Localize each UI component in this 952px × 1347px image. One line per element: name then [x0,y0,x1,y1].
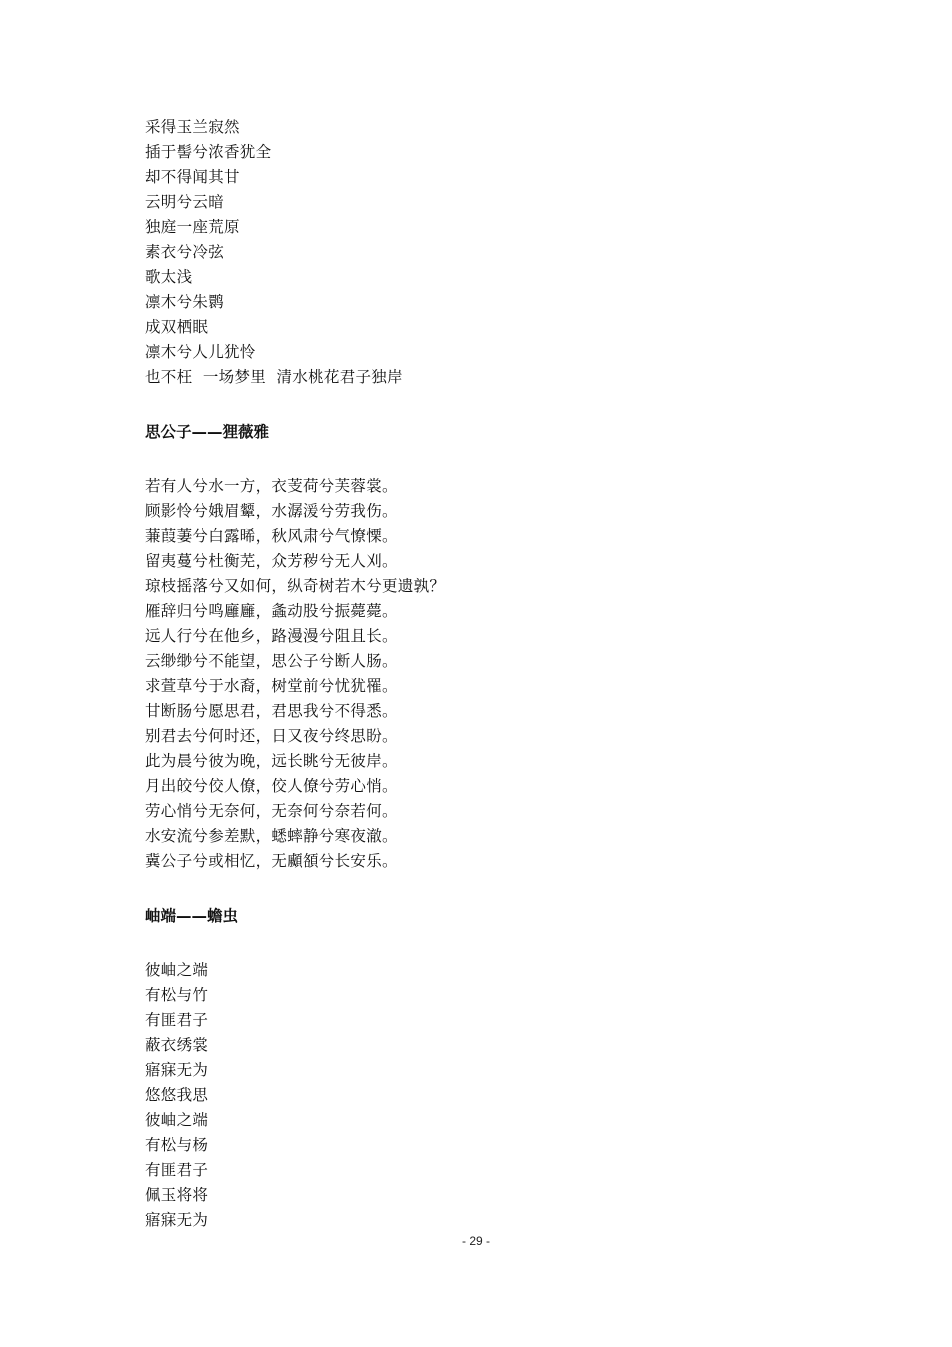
poem-3-line: 悠悠我思 [145,1086,209,1104]
poem-3-line: 蔽衣绣裳 [145,1036,209,1054]
poem-3-line: 彼岫之端 [145,961,209,979]
poem-2-line: 别君去兮何时还，日又夜兮终思盼。 [145,727,398,745]
poem-2-line: 冀公子兮或相忆，无顣頟兮长安乐。 [145,852,398,870]
poem-2-line: 雁辞归兮鸣廱廱，螽动股兮振薨薨。 [145,602,398,620]
poem-3-line: 有松与杨 [145,1136,209,1154]
poem-1-line: 素衣兮冷弦 [145,243,225,261]
poem-1-line: 也不枉 一场梦里 清水桃花君子独岸 [145,368,403,386]
poem-1-line: 采得玉兰寂然 [145,118,240,136]
poem-2-line: 云缈缈兮不能望，思公子兮断人肠。 [145,652,398,670]
poem-3-line: 有匪君子 [145,1011,209,1029]
poem-2-line: 留夷蔓兮杜衡芜，众芳秽兮无人刈。 [145,552,398,570]
page-number: - 29 - [461,1234,490,1248]
poem-2-line: 此为晨兮彼为晚，远长眺兮无彼岸。 [145,752,398,770]
poem-1-line: 成双栖眠 [145,318,209,336]
poem-3-line: 寤寐无为 [145,1211,209,1229]
poem-1-line: 凛木兮人儿犹怜 [145,343,256,361]
poem-1-line: 歌太浅 [145,268,193,286]
poem-3-line: 佩玉将将 [145,1186,209,1204]
poem-2-line: 蒹葭萋兮白露晞，秋风肃兮气憭慄。 [145,527,398,545]
poem-2-body [145,474,445,874]
poem-1-body [145,115,403,390]
poem-3-body [145,958,208,1233]
poem-3-line: 寤寐无为 [145,1061,209,1079]
poem-2-line: 顾影怜兮娥眉颦，水潺湲兮劳我伤。 [145,502,398,520]
poem-3-line: 有松与竹 [145,986,209,1004]
poem-2-line: 甘断肠兮愿思君，君思我兮不得悉。 [145,702,398,720]
poem-1-line: 云明兮云暗 [145,193,225,211]
poem-3-title: 岫端——蟾虫 [145,907,239,925]
poem-1-line: 凛木兮朱鹮 [145,293,225,311]
poem-2-line: 远人行兮在他乡，路漫漫兮阻且长。 [145,627,398,645]
poem-2-line: 劳心悄兮无奈何，无奈何兮奈若何。 [145,802,398,820]
poem-2-line: 水安流兮参差默，蟋蟀静兮寒夜澈。 [145,827,398,845]
poem-3-line: 彼岫之端 [145,1111,209,1129]
poem-2-line: 琼枝摇落兮又如何，纵奇树若木兮更遗孰？ [145,577,446,595]
poem-1-line: 独庭一座荒原 [145,218,240,236]
poem-3-line: 有匪君子 [145,1161,209,1179]
poem-2-line: 求萱草兮于水裔，树堂前兮忧犹罹。 [145,677,398,695]
poem-2-line: 若有人兮水一方，衣芰荷兮芙蓉裳。 [145,477,398,495]
poem-2-title: 思公子——狸薇雅 [145,423,270,441]
poem-1-line: 插于髻兮浓香犹全 [145,143,272,161]
poem-2-line: 月出皎兮佼人僚，佼人僚兮劳心悄。 [145,777,398,795]
poem-1-line: 却不得闻其甘 [145,168,240,186]
